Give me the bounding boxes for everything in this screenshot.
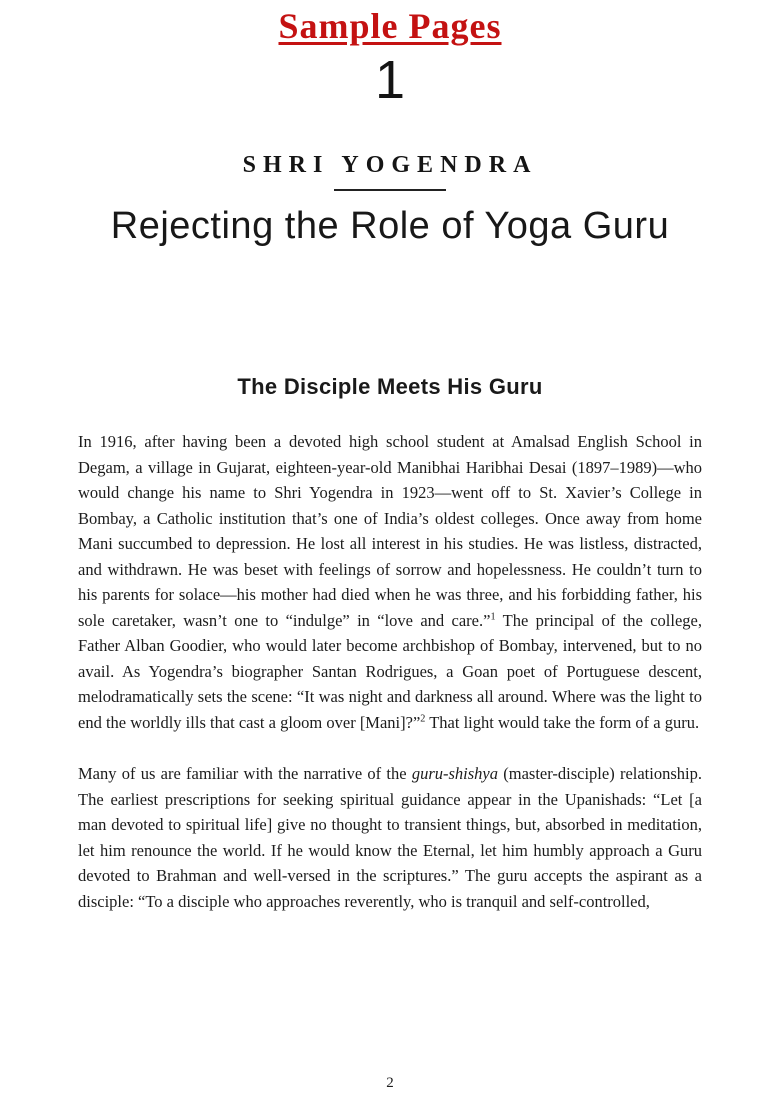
divider-rule — [334, 189, 446, 191]
chapter-number: 1 — [374, 50, 406, 110]
body-paragraph-1: In 1916, after having been a devoted high school student at Amalsad English School in Degam, a village in Gujarat, eighteen-year-old Manibhai Haribhai Desai (1897–1989)—who would change his name to Shri Yogendra in 1923—went off to St. Xavier’s College in Bombay, a Catholic institution that’s one of India’s oldest colleges. Once away from home Mani succumbed to depression. He lost all interest in his studies. He was listless, distracted, and withdrawn. He was beset with feelings of sorrow and hopelessness. He couldn’t turn to his parents for solace—his mother had died when he was three, and his forbidding father, his sole caretaker, wasn’t one to “indulge” in “love and care.”$^1$ The principal of the college, Father Alban Goodier, who would later become archbishop of Bombay, intervened, but to no avail. As Yogendra’s biographer Santan Rodrigues, a Goan poet of Portuguese descent, melodramatically sets the scene: “It was night and darkness all around. Where was the light to end the worldly ills that cast a gloom over [Mani]?”$^2$ That light would take the form of a guru. — [78, 432, 702, 732]
sample-pages-watermark: Sample Pages — [278, 6, 502, 46]
page-number: 2 — [386, 1075, 394, 1091]
chapter-title: Rejecting the Role of Yoga Guru — [110, 205, 670, 248]
author-heading: SHRI YOGENDRA — [242, 152, 538, 179]
body-paragraph-2: Many of us are familiar with the narrative of the guru-shishya (master-disciple) relationship. The earliest prescriptions for seeking spiritual guidance appear in the Upanishads: “Let [a man devoted to spiritual life] give no thought to transient things, but, absorbed in meditation, let him renounce the world. If he would know the Eternal, let him humbly approach a Guru devoted to Brahman and well-versed in the scriptures.” The guru accepts the aspirant as a disciple: “To a disciple who approaches reverently, who is tranquil and self-controlled, — [78, 764, 702, 911]
section-heading: The Disciple Meets His Guru — [237, 374, 543, 400]
